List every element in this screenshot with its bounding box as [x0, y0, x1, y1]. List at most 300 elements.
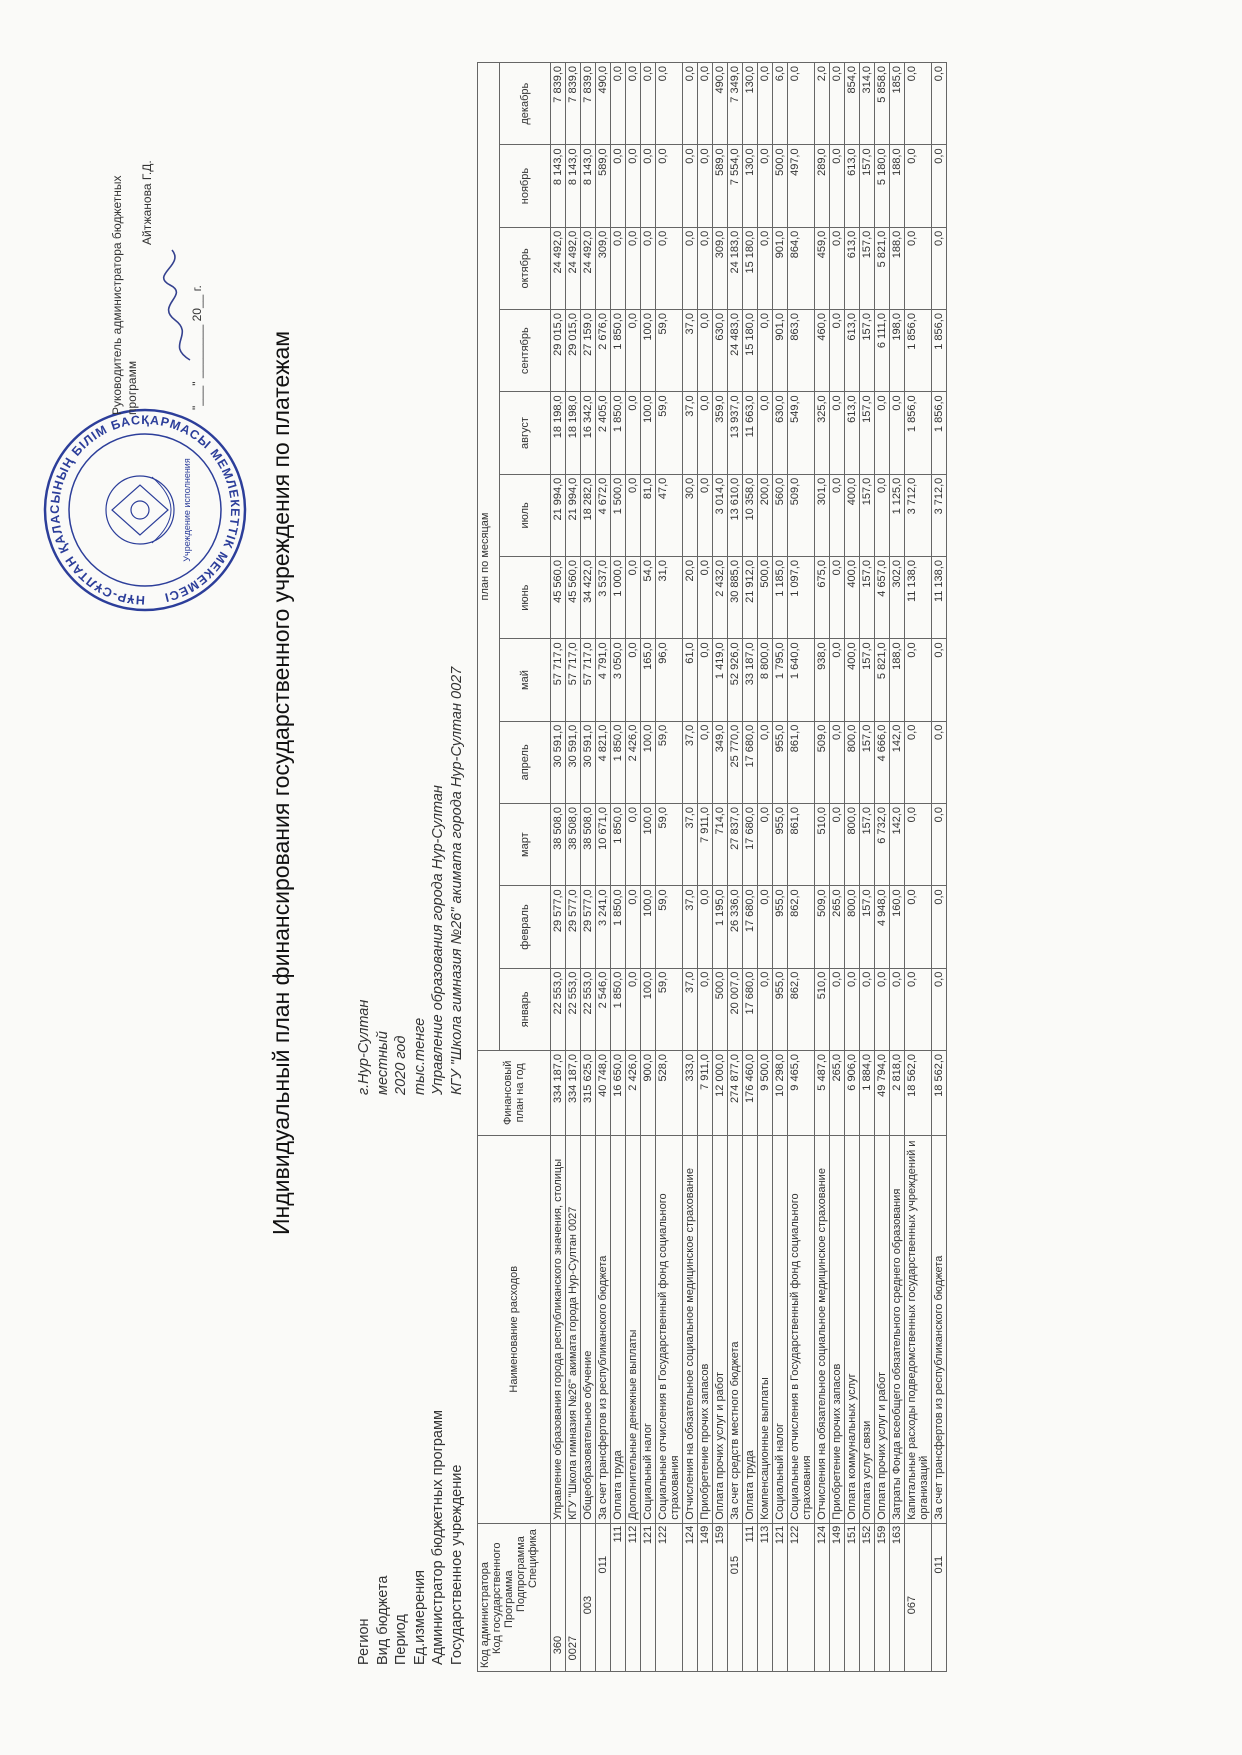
- month-value-1: 0,0: [890, 968, 905, 1050]
- month-value-5: 938,0: [815, 639, 830, 721]
- expense-name: За счет средств местного бюджета: [728, 1135, 743, 1523]
- code-admin: [626, 1634, 641, 1672]
- code-spec: 121: [773, 1523, 788, 1554]
- code-spec: 159: [875, 1523, 890, 1554]
- month-value-7: 560,0: [773, 474, 788, 556]
- month-value-3: 38 508,0: [551, 804, 566, 886]
- month-value-12: 0,0: [758, 63, 773, 145]
- month-value-6: 4 657,0: [875, 557, 890, 639]
- meta-value-period: 2020 год: [393, 1035, 409, 1095]
- month-value-1: 0,0: [875, 968, 890, 1050]
- month-value-4: 30 591,0: [581, 721, 596, 803]
- table-row: [890, 63, 905, 1672]
- month-value-11: 8 143,0: [551, 145, 566, 227]
- month-value-8: 0,0: [758, 392, 773, 474]
- expense-name: Дополнительные денежные выплаты: [626, 1135, 641, 1523]
- table-row: [611, 63, 626, 1672]
- month-value-12: 7 839,0: [566, 63, 581, 145]
- code-sub: 011: [596, 1554, 611, 1594]
- code-sub: [845, 1554, 860, 1594]
- month-value-12: 7 349,0: [728, 63, 743, 145]
- header-subprogram: Подпрограмма: [515, 1536, 527, 1612]
- expense-name: Оплата прочих услуг и работ: [875, 1135, 890, 1523]
- code-admin: [773, 1634, 788, 1672]
- code-sub: 015: [728, 1554, 743, 1594]
- month-value-9: 630,0: [713, 310, 728, 392]
- month-value-11: 0,0: [905, 145, 932, 227]
- month-value-4: 25 770,0: [728, 721, 743, 803]
- month-value-8: 11 663,0: [743, 392, 758, 474]
- code-admin: [713, 1634, 728, 1672]
- month-value-3: 0,0: [626, 804, 641, 886]
- code-sub: [788, 1554, 815, 1594]
- month-value-2: 0,0: [626, 886, 641, 968]
- month-value-6: 157,0: [860, 557, 875, 639]
- expense-name: Отчисления на обязательное социальное медицинское страхование: [683, 1135, 698, 1523]
- signature-line-1: Руководитель администратора бюджетных: [110, 175, 124, 415]
- annual-plan-value: 334 187,0: [566, 1051, 581, 1136]
- annual-plan-value: 333,0: [683, 1051, 698, 1136]
- expense-name: За счет трансфертов из республиканского бюджета: [932, 1135, 947, 1523]
- table-row: [773, 63, 788, 1672]
- code-sub: [875, 1554, 890, 1594]
- month-value-9: 1 856,0: [905, 310, 932, 392]
- expense-name: Социальный налог: [773, 1135, 788, 1523]
- annual-plan-value: 2 818,0: [890, 1051, 905, 1136]
- code-admin: [932, 1634, 947, 1672]
- month-value-4: 1 850,0: [611, 721, 626, 803]
- month-value-6: 45 560,0: [566, 557, 581, 639]
- month-value-4: 30 591,0: [551, 721, 566, 803]
- month-value-3: 59,0: [656, 804, 683, 886]
- month-value-5: 4 791,0: [596, 639, 611, 721]
- code-spec: [581, 1523, 596, 1554]
- code-spec: 151: [845, 1523, 860, 1554]
- month-value-1: 20 007,0: [728, 968, 743, 1050]
- code-spec: 122: [656, 1523, 683, 1554]
- month-value-4: 349,0: [713, 721, 728, 803]
- code-sub: [758, 1554, 773, 1594]
- code-prog: [698, 1594, 713, 1634]
- month-value-2: 1 195,0: [713, 886, 728, 968]
- month-value-7: 0,0: [875, 474, 890, 556]
- month-value-4: 59,0: [656, 721, 683, 803]
- month-value-1: 500,0: [713, 968, 728, 1050]
- annual-plan-value: 12 000,0: [713, 1051, 728, 1136]
- month-value-10: 0,0: [932, 227, 947, 309]
- month-value-4: 0,0: [905, 721, 932, 803]
- code-spec: 159: [713, 1523, 728, 1554]
- month-value-10: 613,0: [845, 227, 860, 309]
- month-value-4: 157,0: [860, 721, 875, 803]
- month-value-2: 17 680,0: [743, 886, 758, 968]
- month-value-12: 0,0: [641, 63, 656, 145]
- month-value-1: 59,0: [656, 968, 683, 1050]
- month-value-1: 0,0: [860, 968, 875, 1050]
- month-value-2: 29 577,0: [581, 886, 596, 968]
- code-prog: 067: [905, 1594, 932, 1634]
- month-value-7: 3 014,0: [713, 474, 728, 556]
- header-month-4: апрель: [500, 721, 551, 803]
- month-value-9: 29 015,0: [551, 310, 566, 392]
- expense-name: Капитальные расходы подведомственных государственных учреждений и организаций: [905, 1135, 932, 1523]
- code-spec: [905, 1523, 932, 1554]
- code-spec: 149: [830, 1523, 845, 1554]
- month-value-5: 61,0: [683, 639, 698, 721]
- month-value-5: 3 050,0: [611, 639, 626, 721]
- month-value-4: 509,0: [815, 721, 830, 803]
- month-value-3: 7 911,0: [698, 804, 713, 886]
- month-value-6: 34 422,0: [581, 557, 596, 639]
- table-row: [596, 63, 611, 1672]
- month-value-1: 37,0: [683, 968, 698, 1050]
- month-value-12: 0,0: [683, 63, 698, 145]
- month-value-11: 497,0: [788, 145, 815, 227]
- month-value-8: 1 856,0: [932, 392, 947, 474]
- month-value-9: 198,0: [890, 310, 905, 392]
- month-value-7: 200,0: [758, 474, 773, 556]
- code-admin: [890, 1634, 905, 1672]
- month-value-4: 0,0: [932, 721, 947, 803]
- month-value-3: 510,0: [815, 804, 830, 886]
- month-value-6: 11 138,0: [905, 557, 932, 639]
- month-value-11: 0,0: [758, 145, 773, 227]
- month-value-6: 31,0: [656, 557, 683, 639]
- month-value-8: 0,0: [875, 392, 890, 474]
- code-admin: [743, 1634, 758, 1672]
- code-admin: [758, 1634, 773, 1672]
- month-value-2: 862,0: [788, 886, 815, 968]
- expense-name: Оплата труда: [611, 1135, 626, 1523]
- header-month-7: июль: [500, 474, 551, 556]
- month-value-1: 0,0: [905, 968, 932, 1050]
- expense-name: Социальный налог: [641, 1135, 656, 1523]
- month-value-7: 21 994,0: [551, 474, 566, 556]
- code-prog: [626, 1594, 641, 1634]
- month-value-1: 1 850,0: [611, 968, 626, 1050]
- month-value-9: 29 015,0: [566, 310, 581, 392]
- annual-plan-value: 9 465,0: [788, 1051, 815, 1136]
- month-value-12: 0,0: [788, 63, 815, 145]
- code-prog: [566, 1594, 581, 1634]
- expense-name: Оплата труда: [743, 1135, 758, 1523]
- month-value-6: 500,0: [758, 557, 773, 639]
- header-annual-plan: Финансовый план на год: [478, 1051, 551, 1136]
- header-program: Программа: [503, 1570, 515, 1628]
- month-value-8: 100,0: [641, 392, 656, 474]
- expense-name: Оплата прочих услуг и работ: [713, 1135, 728, 1523]
- month-value-11: 0,0: [641, 145, 656, 227]
- code-spec: 149: [698, 1523, 713, 1554]
- month-value-9: 0,0: [626, 310, 641, 392]
- month-value-10: 0,0: [611, 227, 626, 309]
- month-value-6: 0,0: [698, 557, 713, 639]
- meta-label-budget-type: Вид бюджета: [374, 1575, 391, 1665]
- code-sub: [698, 1554, 713, 1594]
- code-spec: 122: [788, 1523, 815, 1554]
- month-value-6: 675,0: [815, 557, 830, 639]
- code-prog: [611, 1594, 626, 1634]
- code-spec: 121: [641, 1523, 656, 1554]
- month-value-9: 460,0: [815, 310, 830, 392]
- code-admin: [815, 1634, 830, 1672]
- month-value-1: 862,0: [788, 968, 815, 1050]
- header-month-8: август: [500, 392, 551, 474]
- month-value-4: 800,0: [845, 721, 860, 803]
- month-value-3: 0,0: [830, 804, 845, 886]
- month-value-10: 188,0: [890, 227, 905, 309]
- table-row: [626, 63, 641, 1672]
- code-prog: [773, 1594, 788, 1634]
- month-value-6: 1 000,0: [611, 557, 626, 639]
- code-sub: [656, 1554, 683, 1594]
- table-row: [845, 63, 860, 1672]
- annual-plan-value: 2 426,0: [626, 1051, 641, 1136]
- month-value-2: 4 948,0: [875, 886, 890, 968]
- code-admin: [698, 1634, 713, 1672]
- month-value-8: 157,0: [860, 392, 875, 474]
- month-value-9: 2 676,0: [596, 310, 611, 392]
- month-value-12: 2,0: [815, 63, 830, 145]
- meta-values: [355, 667, 466, 1095]
- expense-name: Затраты Фонда всеобщего обязательного среднего образования: [890, 1135, 905, 1523]
- month-value-12: 490,0: [713, 63, 728, 145]
- meta-value-budget-type: местный: [374, 1031, 391, 1095]
- code-prog: [860, 1594, 875, 1634]
- month-value-3: 10 671,0: [596, 804, 611, 886]
- code-prog: [788, 1594, 815, 1634]
- month-value-4: 861,0: [788, 721, 815, 803]
- annual-plan-value: 1 884,0: [860, 1051, 875, 1136]
- month-value-5: 5 821,0: [875, 639, 890, 721]
- month-value-1: 2 546,0: [596, 968, 611, 1050]
- month-value-10: 0,0: [905, 227, 932, 309]
- month-value-9: 1 856,0: [932, 310, 947, 392]
- month-value-7: 301,0: [815, 474, 830, 556]
- code-prog: [875, 1594, 890, 1634]
- month-value-7: 157,0: [860, 474, 875, 556]
- month-value-4: 955,0: [773, 721, 788, 803]
- month-value-7: 4 672,0: [596, 474, 611, 556]
- code-admin: [860, 1634, 875, 1672]
- month-value-2: 26 336,0: [728, 886, 743, 968]
- month-value-2: 955,0: [773, 886, 788, 968]
- month-value-8: 18 198,0: [566, 392, 581, 474]
- month-value-3: 38 508,0: [581, 804, 596, 886]
- code-prog: [551, 1594, 566, 1634]
- header-months-group: план по месяцам: [478, 63, 500, 1051]
- month-value-5: 0,0: [698, 639, 713, 721]
- month-value-10: 864,0: [788, 227, 815, 309]
- table-row: [758, 63, 773, 1672]
- month-value-9: 157,0: [860, 310, 875, 392]
- expense-name: Компенсационные выплаты: [758, 1135, 773, 1523]
- table-row: [581, 63, 596, 1672]
- header-expense-name: Наименование расходов: [478, 1135, 551, 1523]
- code-admin: [656, 1634, 683, 1672]
- month-value-6: 20,0: [683, 557, 698, 639]
- month-value-11: 8 143,0: [581, 145, 596, 227]
- annual-plan-value: 315 625,0: [581, 1051, 596, 1136]
- code-sub: [713, 1554, 728, 1594]
- code-prog: [890, 1594, 905, 1634]
- month-value-9: 59,0: [656, 310, 683, 392]
- month-value-3: 100,0: [641, 804, 656, 886]
- month-value-7: 30,0: [683, 474, 698, 556]
- annual-plan-value: 274 877,0: [728, 1051, 743, 1136]
- month-value-8: 2 405,0: [596, 392, 611, 474]
- month-value-3: 38 508,0: [566, 804, 581, 886]
- month-value-4: 4 666,0: [875, 721, 890, 803]
- month-value-7: 400,0: [845, 474, 860, 556]
- month-value-7: 509,0: [788, 474, 815, 556]
- code-admin: [641, 1634, 656, 1672]
- table-row: [788, 63, 815, 1672]
- code-spec: 112: [626, 1523, 641, 1554]
- month-value-8: 613,0: [845, 392, 860, 474]
- code-spec: [551, 1523, 566, 1554]
- month-value-9: 15 180,0: [743, 310, 758, 392]
- month-value-3: 1 850,0: [611, 804, 626, 886]
- annual-plan-value: 7 911,0: [698, 1051, 713, 1136]
- month-value-6: 0,0: [626, 557, 641, 639]
- month-value-7: 21 994,0: [566, 474, 581, 556]
- code-sub: [773, 1554, 788, 1594]
- month-value-10: 157,0: [860, 227, 875, 309]
- expense-name: Социальные отчисления в Государственный фонд социального страхования: [788, 1135, 815, 1523]
- meta-value-administrator: Управление образования города Нур-Султан: [430, 785, 446, 1095]
- month-value-10: 24 492,0: [566, 227, 581, 309]
- table-row: [698, 63, 713, 1672]
- annual-plan-value: 49 794,0: [875, 1051, 890, 1136]
- month-value-8: 13 937,0: [728, 392, 743, 474]
- month-value-9: 37,0: [683, 310, 698, 392]
- month-value-4: 37,0: [683, 721, 698, 803]
- code-spec: [932, 1523, 947, 1554]
- annual-plan-value: 16 650,0: [611, 1051, 626, 1136]
- annual-plan-value: 18 562,0: [905, 1051, 932, 1136]
- month-value-7: 47,0: [656, 474, 683, 556]
- month-value-5: 96,0: [656, 639, 683, 721]
- month-value-8: 0,0: [698, 392, 713, 474]
- month-value-1: 510,0: [815, 968, 830, 1050]
- header-month-3: март: [500, 804, 551, 886]
- month-value-11: 0,0: [656, 145, 683, 227]
- stamp-outer-text: НҰР-СҰЛТАН ҚАЛАСЫНЫҢ БІЛІМ БАСҚАРМАСЫ МЕМЛЕКЕТТІК МЕКЕМЕСІ: [47, 412, 243, 608]
- code-prog: [845, 1594, 860, 1634]
- month-value-12: 6,0: [773, 63, 788, 145]
- month-value-2: 37,0: [683, 886, 698, 968]
- month-value-4: 0,0: [698, 721, 713, 803]
- month-value-11: 0,0: [830, 145, 845, 227]
- header-month-10: октябрь: [500, 227, 551, 309]
- month-value-5: 1 795,0: [773, 639, 788, 721]
- month-value-3: 37,0: [683, 804, 698, 886]
- month-value-2: 29 577,0: [566, 886, 581, 968]
- code-spec: 111: [611, 1523, 626, 1554]
- month-value-5: 1 419,0: [713, 639, 728, 721]
- month-value-10: 0,0: [641, 227, 656, 309]
- table-row: [743, 63, 758, 1672]
- month-value-8: 59,0: [656, 392, 683, 474]
- month-value-4: 142,0: [890, 721, 905, 803]
- month-value-9: 6 111,0: [875, 310, 890, 392]
- month-value-8: 0,0: [890, 392, 905, 474]
- month-value-9: 100,0: [641, 310, 656, 392]
- month-value-8: 1 856,0: [905, 392, 932, 474]
- official-stamp: [40, 405, 250, 615]
- code-spec: 163: [890, 1523, 905, 1554]
- signature-block: [110, 160, 155, 415]
- month-value-10: 459,0: [815, 227, 830, 309]
- month-value-10: 0,0: [626, 227, 641, 309]
- code-prog: [683, 1594, 698, 1634]
- code-admin: [728, 1634, 743, 1672]
- month-value-8: 325,0: [815, 392, 830, 474]
- month-value-11: 500,0: [773, 145, 788, 227]
- month-value-11: 0,0: [611, 145, 626, 227]
- month-value-8: 1 850,0: [611, 392, 626, 474]
- month-value-7: 1 125,0: [890, 474, 905, 556]
- code-prog: [656, 1594, 683, 1634]
- annual-plan-value: 40 748,0: [596, 1051, 611, 1136]
- table-row: [641, 63, 656, 1672]
- month-value-9: 27 159,0: [581, 310, 596, 392]
- month-value-7: 18 282,0: [581, 474, 596, 556]
- month-value-12: 7 839,0: [551, 63, 566, 145]
- month-value-10: 0,0: [683, 227, 698, 309]
- annual-plan-value: 528,0: [656, 1051, 683, 1136]
- table-row: [566, 63, 581, 1672]
- month-value-11: 188,0: [890, 145, 905, 227]
- table-row: [551, 63, 566, 1672]
- month-value-5: 8 800,0: [758, 639, 773, 721]
- header-month-1: январь: [500, 968, 551, 1050]
- code-spec: 111: [743, 1523, 758, 1554]
- code-spec: [566, 1523, 581, 1554]
- month-value-12: 490,0: [596, 63, 611, 145]
- month-value-6: 1 097,0: [788, 557, 815, 639]
- month-value-11: 0,0: [626, 145, 641, 227]
- month-value-10: 0,0: [656, 227, 683, 309]
- code-spec: 124: [815, 1523, 830, 1554]
- table-row: [728, 63, 743, 1672]
- month-value-10: 901,0: [773, 227, 788, 309]
- code-spec: 152: [860, 1523, 875, 1554]
- month-value-11: 5 180,0: [875, 145, 890, 227]
- month-value-12: 854,0: [845, 63, 860, 145]
- header-program-code: Код государственного: [491, 1542, 503, 1654]
- code-sub: [581, 1554, 596, 1594]
- month-value-11: 613,0: [845, 145, 860, 227]
- month-value-7: 10 358,0: [743, 474, 758, 556]
- month-value-6: 1 185,0: [773, 557, 788, 639]
- month-value-12: 0,0: [932, 63, 947, 145]
- month-value-11: 589,0: [596, 145, 611, 227]
- header-month-6: июнь: [500, 557, 551, 639]
- code-spec: 113: [758, 1523, 773, 1554]
- month-value-3: 6 732,0: [875, 804, 890, 886]
- month-value-3: 861,0: [788, 804, 815, 886]
- expense-name: За счет трансфертов из республиканского бюджета: [596, 1135, 611, 1523]
- code-sub: [566, 1554, 581, 1594]
- month-value-1: 100,0: [641, 968, 656, 1050]
- code-prog: [641, 1594, 656, 1634]
- meta-value-region: г.Нур-Султан: [356, 999, 372, 1095]
- month-value-7: 0,0: [626, 474, 641, 556]
- month-value-3: 714,0: [713, 804, 728, 886]
- month-value-7: 13 610,0: [728, 474, 743, 556]
